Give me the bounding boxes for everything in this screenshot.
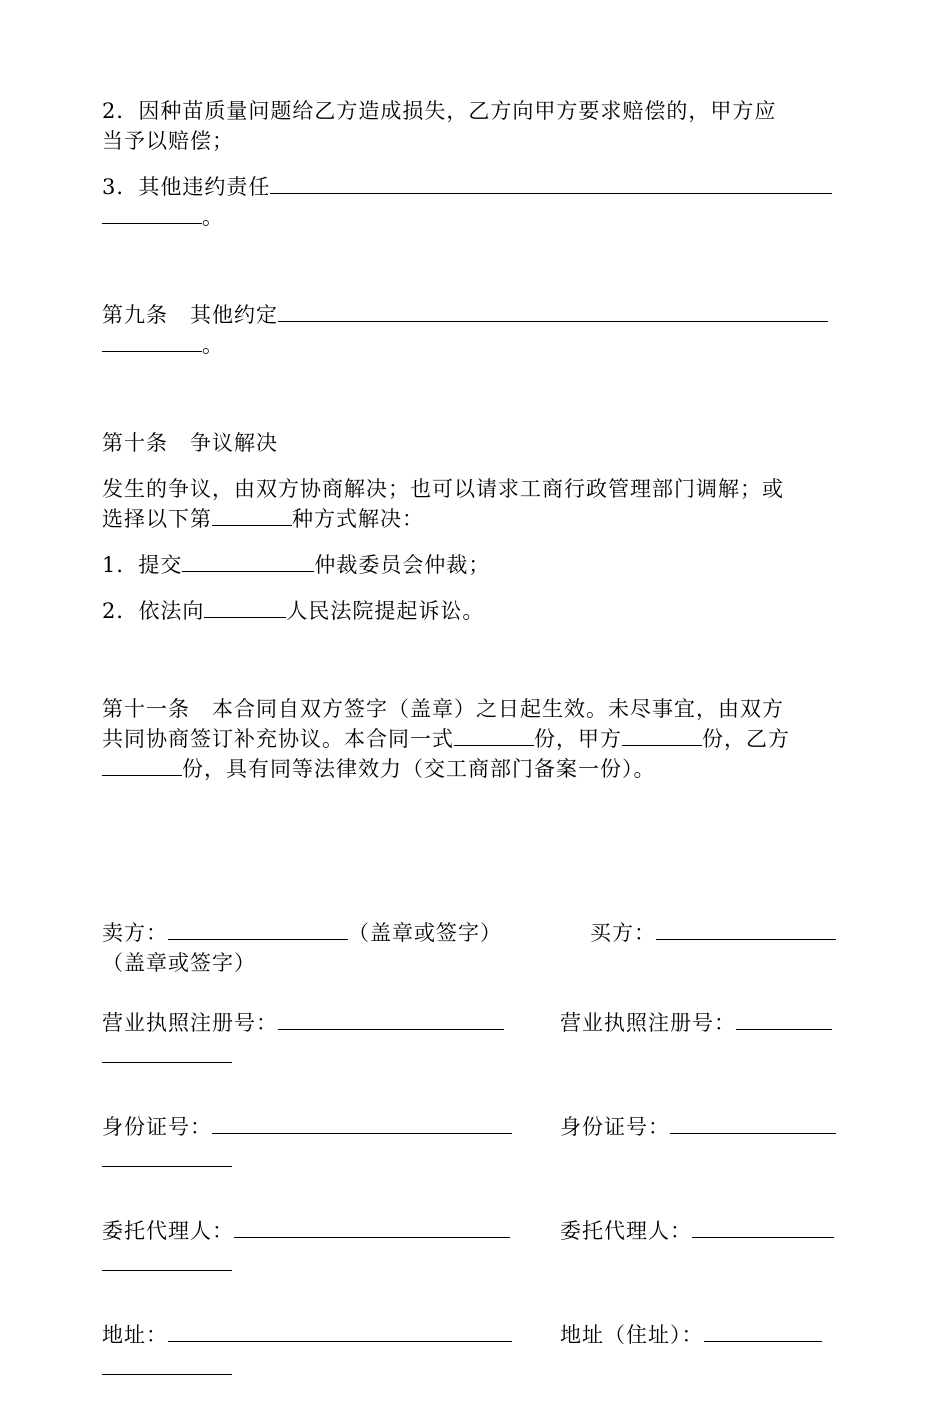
clause-title: 第十条 争议解决 xyxy=(102,431,278,455)
text-line: 第十一条 本合同自双方签字（盖章）之日起生效。未尽事宜，由双方 xyxy=(102,697,784,721)
buyer-blank[interactable] xyxy=(656,919,836,940)
clause-8-item-2 xyxy=(102,96,850,156)
text-fragment: 种方式解决： xyxy=(292,507,424,531)
seller-label: 卖方： xyxy=(102,921,168,945)
license-label-left: 营业执照注册号： xyxy=(102,1011,278,1035)
text-fragment: 份，乙方 xyxy=(702,727,790,751)
blank-line[interactable] xyxy=(204,597,286,618)
blank-line[interactable] xyxy=(102,755,182,776)
license-blank-right[interactable] xyxy=(736,1009,832,1030)
address-label-left: 地址： xyxy=(102,1323,168,1347)
blank-line[interactable] xyxy=(212,505,292,526)
text-fragment: 份，具有同等法律效力（交工商部门备案一份）。 xyxy=(182,757,656,781)
agent-label-right: 委托代理人： xyxy=(560,1219,692,1243)
id-blank-right[interactable] xyxy=(670,1113,836,1134)
blank-line[interactable] xyxy=(102,331,202,352)
id-row xyxy=(102,1112,850,1172)
text-fragment: 仲裁委员会仲裁； xyxy=(314,553,491,577)
id-blank-left[interactable] xyxy=(212,1113,512,1134)
buyer-note: （盖章或签字） xyxy=(102,951,256,975)
address-blank-left[interactable] xyxy=(168,1321,512,1342)
text-fragment: 份，甲方 xyxy=(534,727,622,751)
contract-page xyxy=(102,96,850,1424)
clause-10-option-1 xyxy=(102,550,850,580)
license-blank-left[interactable] xyxy=(278,1009,504,1030)
id-label-right: 身份证号： xyxy=(560,1115,670,1139)
address-blank-continued[interactable] xyxy=(102,1354,232,1375)
text-fragment: 1．提交 xyxy=(102,553,183,577)
text-fragment: 人民法院提起诉讼。 xyxy=(286,599,485,623)
blank-line[interactable] xyxy=(278,301,828,322)
clause-9-label: 第九条 其他约定 xyxy=(102,303,278,327)
blank-line[interactable] xyxy=(454,725,534,746)
clause-11 xyxy=(102,694,850,784)
blank-line[interactable] xyxy=(102,203,202,224)
license-label-right: 营业执照注册号： xyxy=(560,1011,736,1035)
text-line: 发生的争议，由双方协商解决；也可以请求工商行政管理部门调解；或 xyxy=(102,477,784,501)
address-blank-right[interactable] xyxy=(704,1321,822,1342)
item-3-label: 3．其他违约责任 xyxy=(102,175,271,199)
blank-line[interactable] xyxy=(270,173,832,194)
license-blank-continued[interactable] xyxy=(102,1042,232,1063)
agent-row xyxy=(102,1216,850,1276)
blank-line[interactable] xyxy=(182,551,314,572)
address-label-right: 地址（住址）： xyxy=(560,1323,704,1347)
agent-blank-right[interactable] xyxy=(692,1217,834,1238)
seller-buyer-row xyxy=(102,918,850,978)
text-fragment: 选择以下第 xyxy=(102,507,212,531)
text-line: 2．因种苗质量问题给乙方造成损失，乙方向甲方要求赔偿的，甲方应 xyxy=(102,99,777,123)
buyer-label: 买方： xyxy=(590,921,656,945)
license-row xyxy=(102,1008,850,1068)
clause-10-body xyxy=(102,474,850,534)
seller-note: （盖章或签字） xyxy=(348,921,502,945)
text-line: 当予以赔偿； xyxy=(102,129,234,153)
clause-10-title xyxy=(102,428,850,458)
id-blank-continued[interactable] xyxy=(102,1146,232,1167)
period: 。 xyxy=(202,333,224,357)
agent-blank-left[interactable] xyxy=(234,1217,510,1238)
clause-8-item-3 xyxy=(102,172,850,232)
agent-label-left: 委托代理人： xyxy=(102,1219,234,1243)
blank-line[interactable] xyxy=(622,725,702,746)
id-label-left: 身份证号： xyxy=(102,1115,212,1139)
address-row xyxy=(102,1320,850,1380)
text-fragment: 2．依法向 xyxy=(102,599,205,623)
text-fragment: 共同协商签订补充协议。本合同一式 xyxy=(102,727,454,751)
clause-10-option-2 xyxy=(102,596,850,626)
period: 。 xyxy=(202,205,224,229)
seller-blank[interactable] xyxy=(168,919,348,940)
agent-blank-continued[interactable] xyxy=(102,1250,232,1271)
clause-9 xyxy=(102,300,850,360)
